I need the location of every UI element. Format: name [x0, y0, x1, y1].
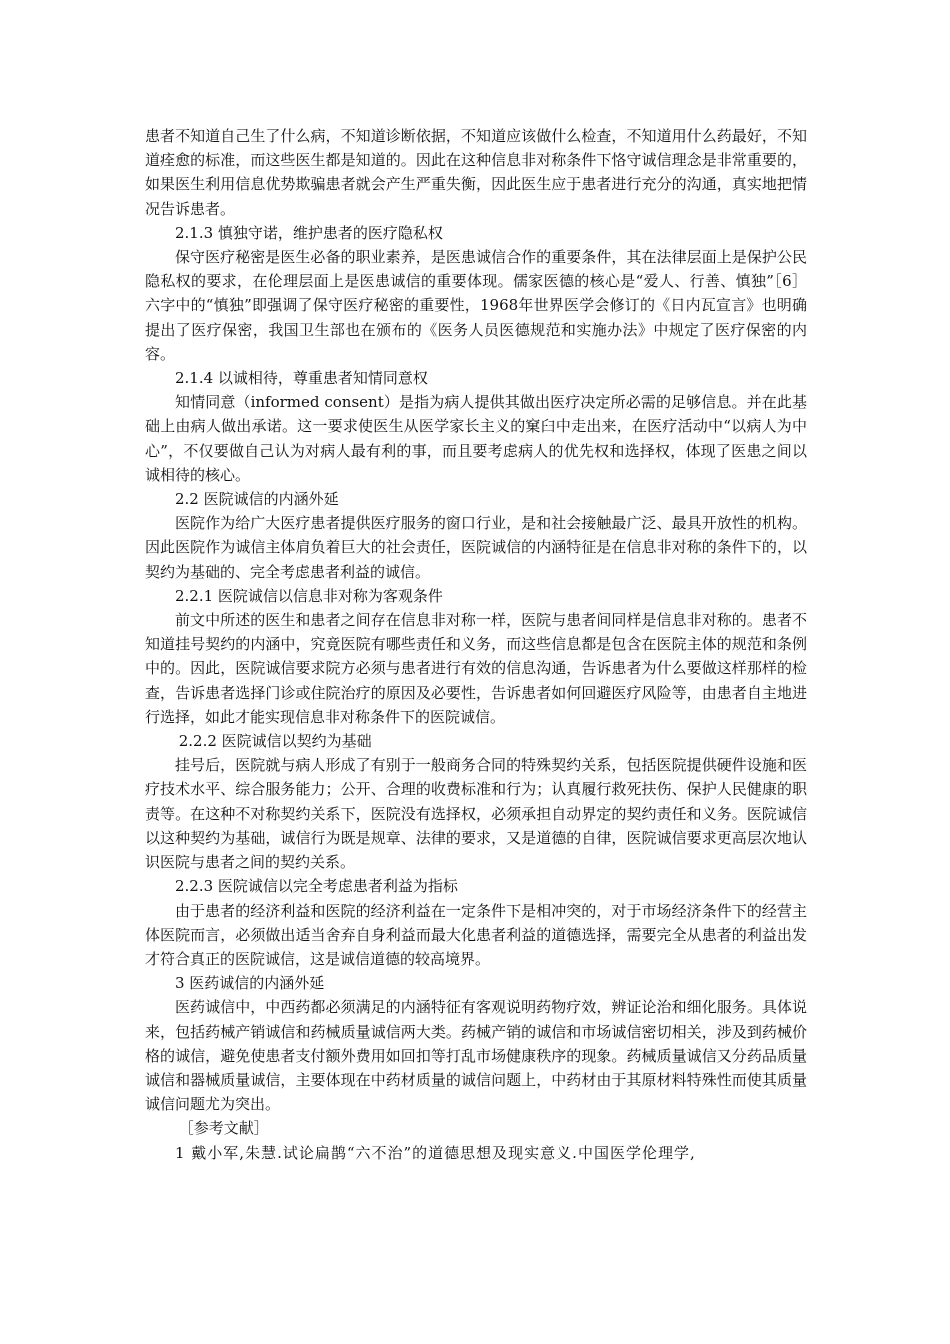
section-heading: 2.1.4 以诚相待，尊重患者知情同意权: [175, 369, 428, 388]
paragraph: 前文中所述的医生和患者之间存在信息非对称一样，医院与患者间同样是信息非对称的。患者不知道挂号契约的内涵中，究竟医院有哪些责任和义务，而这些信息都是包含在医院主体的规范和条例中的。因此，医院诚信要求院方必须与患者进行有效的信息沟通，告诉患者为什么要做这样那样的检查，告诉患者选择门诊或住院治疗的原因及必要性，告诉患者如何回避医疗风险等，由患者自主地进行选择，如此才能实现信息非对称条件下的医院诚信。: [145, 611, 807, 726]
section-heading: 2.2.3 医院诚信以完全考虑患者利益为指标: [175, 877, 458, 896]
paragraph: 医药诚信中，中西药都必须满足的内涵特征有客观说明药物疗效，辨证论治和细化服务。具体说来，包括药械产销诚信和药械质量诚信两大类。药械产销的诚信和市场诚信密切相关，涉及到药械价格的诚信，避免使患者支付额外费用如回扣等打乱市场健康秩序的现象。药械质量诚信又分药品质量诚信和器械质量诚信，主要体现在中药材质量的诚信问题上，中药材由于其原材料特殊性而使其质量诚信问题尤为突出。: [145, 998, 807, 1114]
references-heading: ［参考文献］: [178, 1119, 269, 1138]
section-heading: 2.2.2 医院诚信以契约为基础: [178, 732, 372, 751]
section-heading: 3 医药诚信的内涵外延: [175, 974, 325, 993]
paragraph: 知情同意（informed consent）是指为病人提供其做出医疗决定所必需的足够信息。并在此基础上由病人做出承诺。这一要求使医生从医学家长主义的窠臼中走出来，在医疗活动中“以病人为中心”，不仅要做自己认为对病人最有利的事，而且要考虑病人的优先权和选择权，体现了医患之间以诚相待的核心。: [145, 393, 807, 484]
paragraph: 医院作为给广大医疗患者提供医疗服务的窗口行业，是和社会接触最广泛、最具开放性的机构。因此医院作为诚信主体肩负着巨大的社会责任，医院诚信的内涵特征是在信息非对称的条件下的，以契约为基础的、完全考虑患者利益的诚信。: [145, 514, 807, 581]
paragraph: 由于患者的经济利益和医院的经济利益在一定条件下是相冲突的，对于市场经济条件下的经营主体医院而言，必须做出适当舍弃自身利益而最大化患者利益的道德选择，需要完全从患者的利益出发才符合真正的医院诚信，这是诚信道德的较高境界。: [145, 901, 807, 968]
paragraph: 患者不知道自己生了什么病，不知道诊断依据，不知道应该做什么检查，不知道用什么药最好，不知道痊愈的标准，而这些医生都是知道的。因此在这种信息非对称条件下恪守诚信理念是非常重要的，如果医生利用信息优势欺骗患者就会产生严重失衡，因此医生应于患者进行充分的沟通，真实地把情况告诉患者。: [145, 127, 807, 218]
section-heading: 2.2.1 医院诚信以信息非对称为客观条件: [175, 586, 443, 605]
reference-item: 1 戴小军,朱慧.试论扁鹊“六不治”的道德思想及现实意义.中国医学伦理学,: [175, 1143, 696, 1162]
paragraph: 保守医疗秘密是医生必备的职业素养，是医患诚信合作的重要条件，其在法律层面上是保护公民隐私权的要求，在伦理层面上是医患诚信的重要体现。儒家医德的核心是“爱人、行善、慎独”［6］六字中的“慎独”即强调了保守医疗秘密的重要性，1968年世界医学会修订的《日内瓦宣言》也明确提出了医疗保密，我国卫生部也在颁布的《医务人员医德规范和实施办法》中规定了医疗保密的内容。: [145, 248, 807, 363]
section-heading: 2.1.3 慎独守诺，维护患者的医疗隐私权: [175, 223, 443, 242]
section-heading: 2.2 医院诚信的内涵外延: [175, 490, 339, 509]
document-page: [145, 124, 807, 1165]
paragraph: 挂号后，医院就与病人形成了有别于一般商务合同的特殊契约关系，包括医院提供硬件设施和医疗技术水平、综合服务能力；公开、合理的收费标准和行为；认真履行救死扶伤、保护人民健康的职责等。在这种不对称契约关系下，医院没有选择权，必须承担自动界定的契约责任和义务。医院诚信以这种契约为基础，诚信行为既是规章、法律的要求，又是道德的自律，医院诚信要求更高层次地认识医院与患者之间的契约关系。: [145, 756, 807, 872]
